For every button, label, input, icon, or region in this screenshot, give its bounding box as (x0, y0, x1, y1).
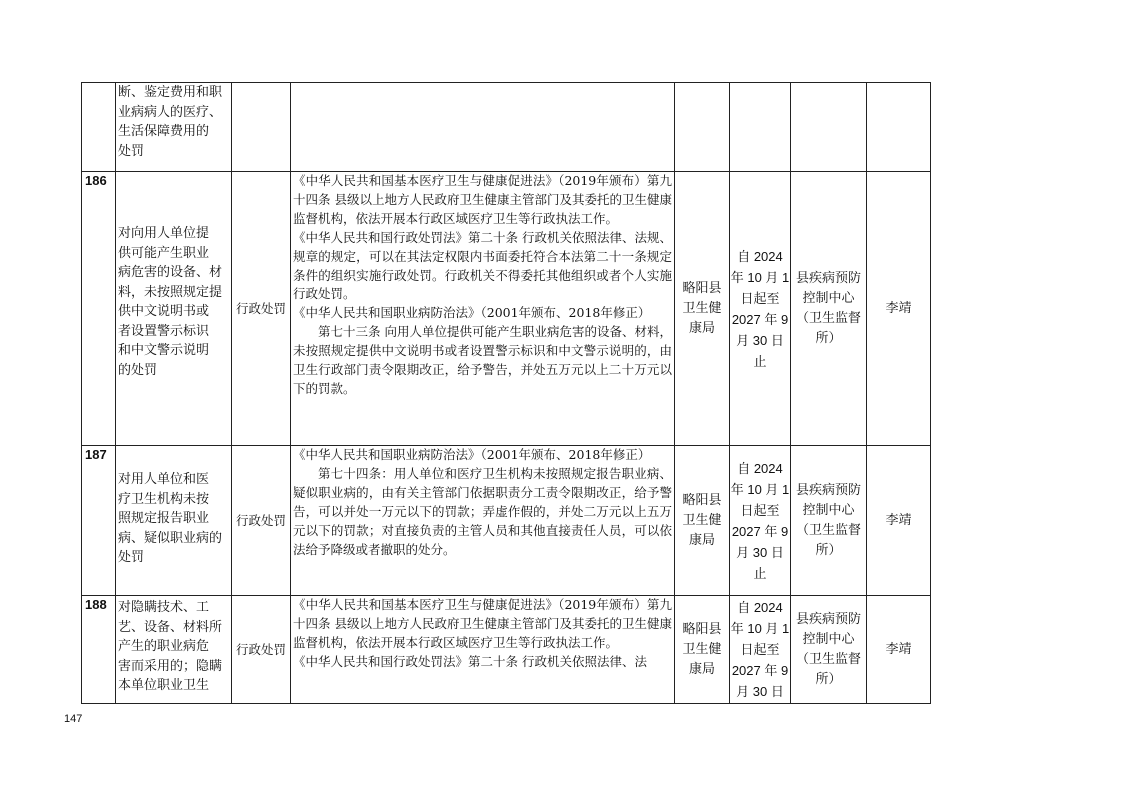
validity-period-cell (730, 172, 790, 445)
date-line: 日起至 (740, 642, 780, 657)
item-line: 业病病人的医疗、 (118, 104, 223, 120)
item-line: 供可能产生职业 (118, 245, 210, 261)
item-line: 害而采用的；隐瞒 (118, 658, 223, 674)
date-line: 自 2024 (737, 600, 783, 615)
enforcement-unit-cell (791, 596, 866, 703)
basis-paragraph: 《中华人民共和国职业病防治法》（2001年颁布、2018年修正） (293, 305, 651, 321)
basis-paragraph: 《中华人民共和国职业病防治法》（2001年颁布、2018年修正） (293, 447, 651, 462)
item-line: 照规定报告职业 (118, 511, 210, 526)
date-line: 2027 年 9 (731, 311, 789, 327)
row-number: 187 (85, 447, 107, 462)
department-cell (675, 446, 729, 595)
category-cell: 行政处罚 (235, 513, 286, 528)
table-row-item (116, 598, 231, 703)
legal-basis-cell (291, 446, 674, 595)
row-number: 186 (85, 173, 107, 188)
responsible-person-cell: 李靖 (885, 512, 912, 528)
dept-line: 卫生健 (682, 641, 722, 657)
unit-line: 县疾病预防 (795, 611, 861, 627)
unit-line: （卫生监督 (795, 522, 861, 538)
dept-line: 略阳县 (682, 492, 722, 508)
item-line: 处罚 (118, 143, 145, 159)
date-line: 月 30 日 (736, 684, 784, 699)
unit-line: （卫生监督 (795, 651, 861, 667)
basis-paragraph: 第七十四条：用人单位和医疗卫生机构未按照规定报告职业病、疑似职业病的，由有关主管部门依据职责分工责令限期改正，给予警告，可以并处一万元以下的罚款；弄虚作假的，并处二万元以上五万元以下的罚款；对直接负责的主管人员和其他直接责任人员，可以依法给予降级或者撤职的处分。 (293, 465, 672, 557)
item-line: 产生的职业病危 (118, 639, 210, 654)
dept-line: 康局 (688, 532, 715, 548)
unit-line: 县疾病预防 (795, 482, 861, 498)
unit-line: 所） (815, 542, 842, 558)
department-cell (675, 172, 729, 445)
date-line: 止 (753, 565, 767, 581)
date-line: 年 10 月 1 (730, 621, 790, 636)
dept-line: 康局 (688, 661, 715, 677)
responsible-person-cell: 李靖 (885, 641, 912, 657)
basis-paragraph: 《中华人民共和国基本医疗卫生与健康促进法》（2019年颁布）第九十四条 县级以上地方人民政府卫生健康主管部门及其委托的卫生健康监督机构，依法开展本行政区域医疗卫生等行政执法工作。 (293, 173, 672, 226)
date-line: 月 30 日 (736, 544, 784, 560)
item-line: 疗卫生机构未按 (118, 491, 210, 507)
table-row-item (116, 224, 231, 394)
date-line: 日起至 (740, 290, 780, 306)
item-line: 病、疑似职业病的 (118, 530, 223, 546)
dept-line: 康局 (688, 320, 715, 336)
basis-paragraph: 第七十三条 向用人单位提供可能产生职业病危害的设备、材料，未按照规定提供中文说明书或者设置警示标识和中文警示说明的，由卫生行政部门责令限期改正，给予警告，并处五万元以上二十万元以下的罚款。 (293, 324, 672, 396)
item-line: 的处罚 (118, 362, 158, 378)
item-line: 处罚 (118, 550, 145, 565)
date-line: 日起至 (740, 502, 780, 518)
date-line: 自 2024 (737, 460, 783, 476)
item-line: 供中文说明书或 (118, 304, 210, 319)
basis-paragraph: 《中华人民共和国行政处罚法》第二十条 行政机关依照法律、法 (293, 653, 647, 669)
item-line: 病危害的设备、材 (118, 265, 223, 280)
validity-period-cell (730, 446, 790, 595)
dept-line: 略阳县 (682, 280, 722, 296)
item-line: 断、鉴定费用和职 (118, 85, 223, 100)
dept-line: 略阳县 (682, 621, 722, 637)
date-line: 止 (753, 353, 767, 369)
unit-line: 控制中心 (802, 290, 855, 306)
item-line: 对隐瞒技术、工 (118, 600, 210, 615)
item-line: 本单位职业卫生 (118, 678, 210, 693)
enforcement-unit-cell (791, 172, 866, 445)
date-line: 2027 年 9 (731, 523, 789, 539)
legal-basis-cell (291, 596, 674, 703)
item-line: 生活保障费用的 (118, 124, 210, 139)
item-line: 者设置警示标识 (118, 323, 210, 339)
unit-line: （卫生监督 (795, 310, 861, 326)
enforcement-unit-cell (791, 446, 866, 595)
item-line: 对用人单位和医 (118, 472, 210, 487)
date-line: 月 30 日 (736, 332, 784, 348)
dept-line: 卫生健 (682, 512, 722, 528)
unit-line: 控制中心 (802, 502, 855, 518)
basis-paragraph: 《中华人民共和国行政处罚法》第二十条 行政机关依照法律、法规、规章的规定，可以在其法定权限内书面委托符合本法第二十一条规定条件的组织实施行政处罚。行政机关不得委托其他组织或者个人实施行政处罚。 (293, 229, 672, 302)
dept-line: 卫生健 (682, 300, 722, 316)
category-cell: 行政处罚 (235, 642, 286, 657)
item-line: 对向用人单位提 (118, 226, 210, 241)
item-line: 料，未按照规定提 (118, 284, 223, 300)
responsible-person-cell: 李靖 (885, 300, 912, 316)
date-line: 2027 年 9 (731, 663, 789, 678)
legal-basis-cell (291, 172, 674, 445)
basis-paragraph: 《中华人民共和国基本医疗卫生与健康促进法》（2019年颁布）第九十四条 县级以上地方人民政府卫生健康主管部门及其委托的卫生健康监督机构，依法开展本行政区域医疗卫生等行政执法工作。 (293, 597, 672, 650)
validity-period-cell (730, 596, 790, 703)
table-border (81, 703, 931, 704)
table-row-item (116, 83, 231, 171)
unit-line: 所） (815, 330, 842, 346)
unit-line: 所） (815, 671, 842, 687)
table-row-item (116, 470, 231, 570)
item-line: 艺、设备、材料所 (118, 619, 223, 635)
date-line: 年 10 月 1 (730, 269, 790, 285)
table-border (930, 82, 931, 704)
date-line: 自 2024 (737, 248, 783, 264)
unit-line: 控制中心 (802, 631, 855, 647)
law-enforcement-table (81, 82, 931, 704)
row-number: 188 (85, 597, 107, 612)
item-line: 和中文警示说明 (118, 343, 210, 358)
department-cell (675, 596, 729, 703)
unit-line: 县疾病预防 (795, 270, 861, 286)
date-line: 年 10 月 1 (730, 481, 790, 497)
category-cell: 行政处罚 (235, 301, 286, 316)
page-number: 147 (64, 713, 83, 725)
